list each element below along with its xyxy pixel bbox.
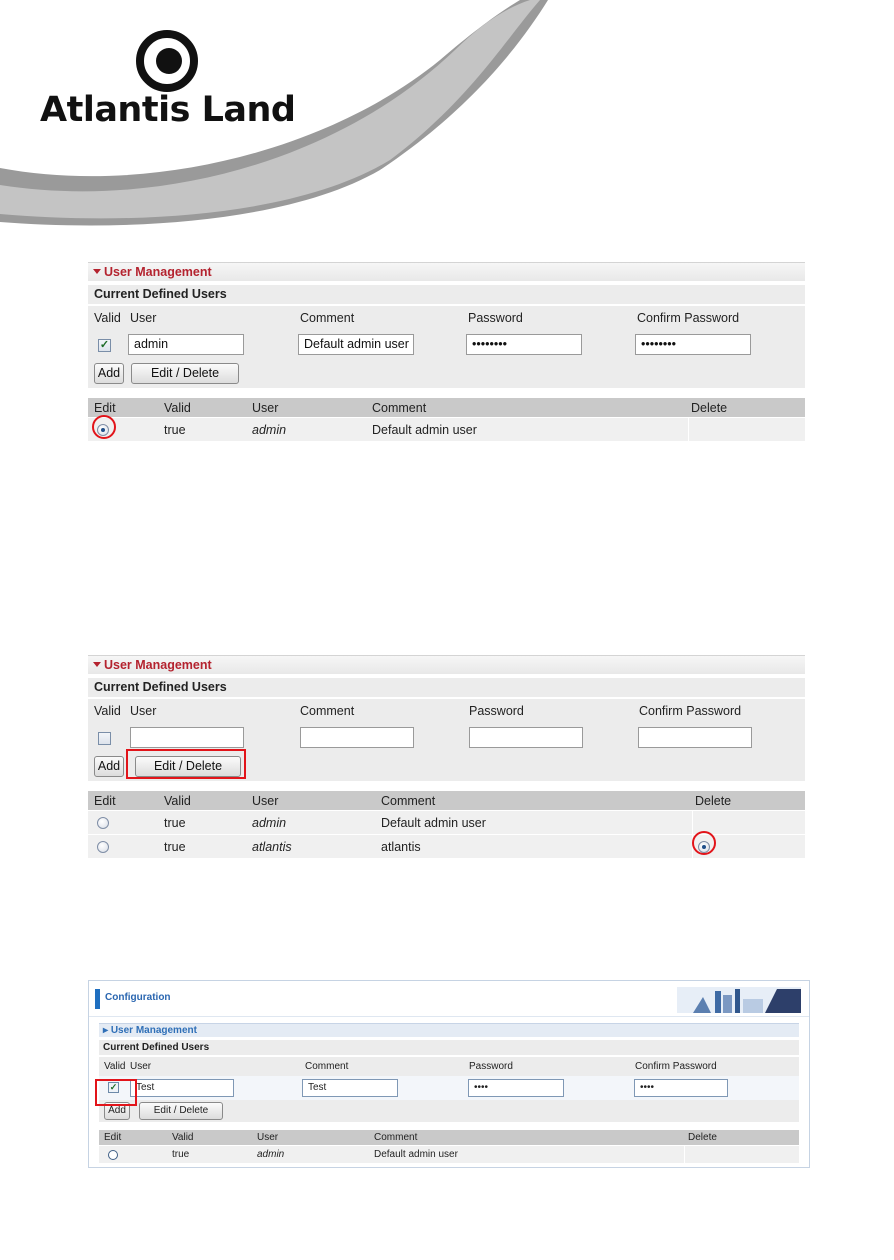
header-comment: Comment	[305, 1061, 349, 1072]
highlight-box	[126, 749, 246, 779]
atlantis-land-logo	[40, 28, 296, 138]
add-button[interactable]: Add	[94, 363, 124, 384]
add-button[interactable]: Add	[94, 756, 124, 777]
header-valid: Valid	[94, 704, 121, 718]
confirm-password-input[interactable]	[638, 727, 752, 748]
table-row	[99, 1145, 799, 1163]
table-row	[88, 417, 805, 441]
list-header-edit: Edit	[94, 401, 116, 415]
header-user: User	[130, 311, 157, 325]
comment-input[interactable]: Test	[302, 1079, 398, 1097]
header-password: Password	[469, 704, 524, 718]
user-form	[88, 306, 805, 388]
row-valid: true	[164, 423, 186, 437]
table-row	[88, 810, 805, 834]
list-header-valid: Valid	[164, 794, 191, 808]
form-header-row	[88, 306, 805, 330]
list-header-valid: Valid	[172, 1132, 194, 1143]
list-header-row	[99, 1130, 799, 1145]
logo-ring-icon	[136, 30, 198, 92]
users-list	[88, 398, 805, 441]
user-input[interactable]: Test	[130, 1079, 234, 1097]
logo-text: Atlantis Land	[40, 90, 296, 130]
list-header-user: User	[252, 794, 279, 808]
password-input[interactable]: ••••	[468, 1079, 564, 1097]
row-valid: true	[164, 816, 186, 830]
header-user: User	[130, 1061, 152, 1072]
password-input[interactable]	[469, 727, 583, 748]
edit-radio[interactable]	[97, 817, 109, 829]
user-input[interactable]	[130, 727, 244, 748]
row-valid: true	[164, 840, 186, 854]
valid-checkbox[interactable]: ✓	[109, 1082, 118, 1092]
list-header-row	[88, 791, 805, 810]
header-password: Password	[469, 1061, 513, 1072]
list-header-row	[88, 398, 805, 417]
button-row	[88, 360, 805, 388]
form-input-row	[99, 1076, 799, 1100]
user-management-panel-1	[88, 262, 805, 441]
user-management-panel-2	[88, 655, 805, 858]
list-header-user: User	[252, 401, 279, 415]
confirm-password-input[interactable]: ••••	[634, 1079, 728, 1097]
list-header-valid: Valid	[164, 401, 191, 415]
add-button[interactable]: Add	[104, 1102, 130, 1120]
edit-radio[interactable]	[97, 841, 109, 853]
button-row	[99, 1100, 799, 1122]
comment-input[interactable]	[300, 727, 414, 748]
row-user: admin	[252, 423, 287, 437]
valid-checkbox[interactable]: ✓	[99, 339, 110, 351]
list-header-edit: Edit	[104, 1132, 122, 1143]
header-comment: Comment	[300, 704, 355, 718]
header-valid: Valid	[104, 1061, 126, 1072]
header-confirm-password: Confirm Password	[639, 704, 742, 718]
row-comment: Default admin user	[372, 423, 477, 437]
valid-checkbox[interactable]	[98, 732, 111, 745]
password-input[interactable]: ••••••••	[466, 334, 582, 355]
panel-title[interactable]: User Management	[88, 655, 805, 674]
list-header-delete: Delete	[691, 401, 728, 415]
list-header-user: User	[257, 1132, 279, 1143]
collapse-triangle-icon	[93, 269, 101, 274]
edit-delete-button[interactable]: Edit / Delete	[135, 756, 241, 777]
highlight-circle	[692, 831, 716, 855]
list-header-delete: Delete	[688, 1132, 717, 1143]
comment-input[interactable]: Default admin user	[298, 334, 414, 355]
list-header-edit: Edit	[94, 794, 116, 808]
row-valid: true	[172, 1149, 190, 1160]
section-title: Current Defined Users	[99, 1040, 799, 1055]
highlight-circle	[92, 415, 116, 439]
section-title: Current Defined Users	[88, 285, 805, 304]
edit-delete-button[interactable]: Edit / Delete	[131, 363, 239, 384]
form-header-row	[88, 699, 805, 723]
row-comment: Default admin user	[374, 1149, 458, 1160]
configuration-screenshot	[88, 980, 810, 1168]
header-user: User	[130, 704, 157, 718]
list-header-comment: Comment	[381, 794, 436, 808]
collapse-triangle-icon	[93, 662, 101, 667]
header-password: Password	[468, 311, 523, 325]
header-confirm-password: Confirm Password	[635, 1061, 717, 1072]
panel-title[interactable]: User Management	[88, 262, 805, 281]
highlight-box	[95, 1079, 137, 1106]
form-input-row	[88, 330, 805, 360]
list-header-comment: Comment	[374, 1132, 418, 1143]
confirm-password-input[interactable]: ••••••••	[635, 334, 751, 355]
users-list	[99, 1130, 799, 1163]
form-header-row	[99, 1057, 799, 1076]
header-building-graphic	[677, 987, 801, 1013]
row-user: atlantis	[252, 840, 292, 854]
user-management-panel-3	[99, 1023, 799, 1163]
configuration-header	[89, 981, 809, 1017]
user-input[interactable]: admin	[128, 334, 244, 355]
row-user: admin	[252, 816, 287, 830]
configuration-title: Configuration	[105, 992, 171, 1003]
edit-delete-button[interactable]: Edit / Delete	[139, 1102, 223, 1120]
panel-title[interactable]: ▸ User Management	[99, 1023, 799, 1037]
row-user: admin	[257, 1149, 285, 1160]
row-comment: atlantis	[381, 840, 421, 854]
header-confirm-password: Confirm Password	[637, 311, 740, 325]
header-accent-bar	[95, 989, 100, 1009]
list-header-delete: Delete	[695, 794, 732, 808]
header-valid: Valid	[94, 311, 121, 325]
row-comment: Default admin user	[381, 816, 486, 830]
user-form	[99, 1057, 799, 1122]
edit-radio[interactable]	[108, 1150, 118, 1160]
header-comment: Comment	[300, 311, 355, 325]
list-header-comment: Comment	[372, 401, 427, 415]
section-title: Current Defined Users	[88, 678, 805, 697]
